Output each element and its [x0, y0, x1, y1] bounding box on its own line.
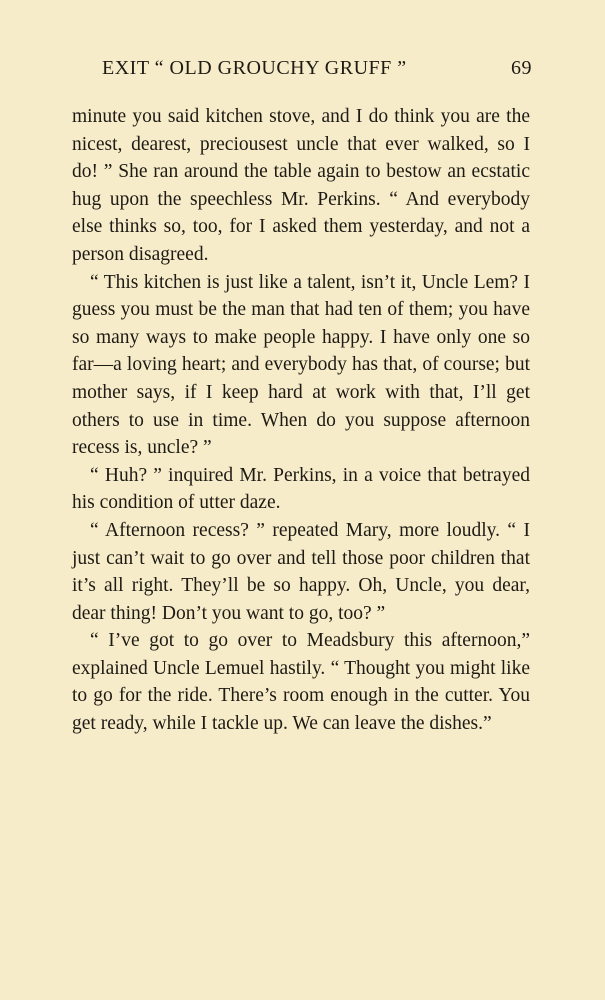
page-number: 69 [511, 57, 532, 79]
paragraph: “ Afternoon recess? ” repeated Mary, more loudly. “ I just can’t wait to go over and tell those poor children that it’s all right. They’ll be so happy. Oh, Uncle, you dear, dear thing! Don’t you want to go, too? ” [72, 519, 530, 624]
paragraph: “ I’ve got to go over to Meadsbury this afternoon,” explained Uncle Lemuel hastily. “ Thought you might like to go for the ride. There’s room enough in the cutter. You get ready, while I tackle up. We can leave the dishes.” [72, 630, 530, 735]
paragraph-continued: minute you said kitchen stove, and I do think you are the nicest, dearest, preciousest uncle that ever walked, so I do! ” She ran around the table again to bestow an ecstatic hug upon the speechless Mr. Perkins. “ And everybody else thinks so, too, for I asked them yesterday, and not a person disagreed. [72, 106, 530, 265]
paragraph: “ Huh? ” inquired Mr. Perkins, in a voice that betrayed his condition of utter daze. [72, 464, 530, 514]
body-text [72, 103, 530, 738]
chapter-title: EXIT “ OLD GROUCHY GRUFF ” [102, 57, 407, 79]
paragraph: “ This kitchen is just like a talent, isn’t it, Uncle Lem? I guess you must be the man that had ten of them; you have so many ways to make people happy. I have only one so far—a loving heart; and everybody has that, of course; but mother says, if I keep hard at work with that, I’ll get others to use in time. When do you suppose afternoon recess is, uncle? ” [72, 271, 530, 459]
running-head [72, 57, 532, 87]
